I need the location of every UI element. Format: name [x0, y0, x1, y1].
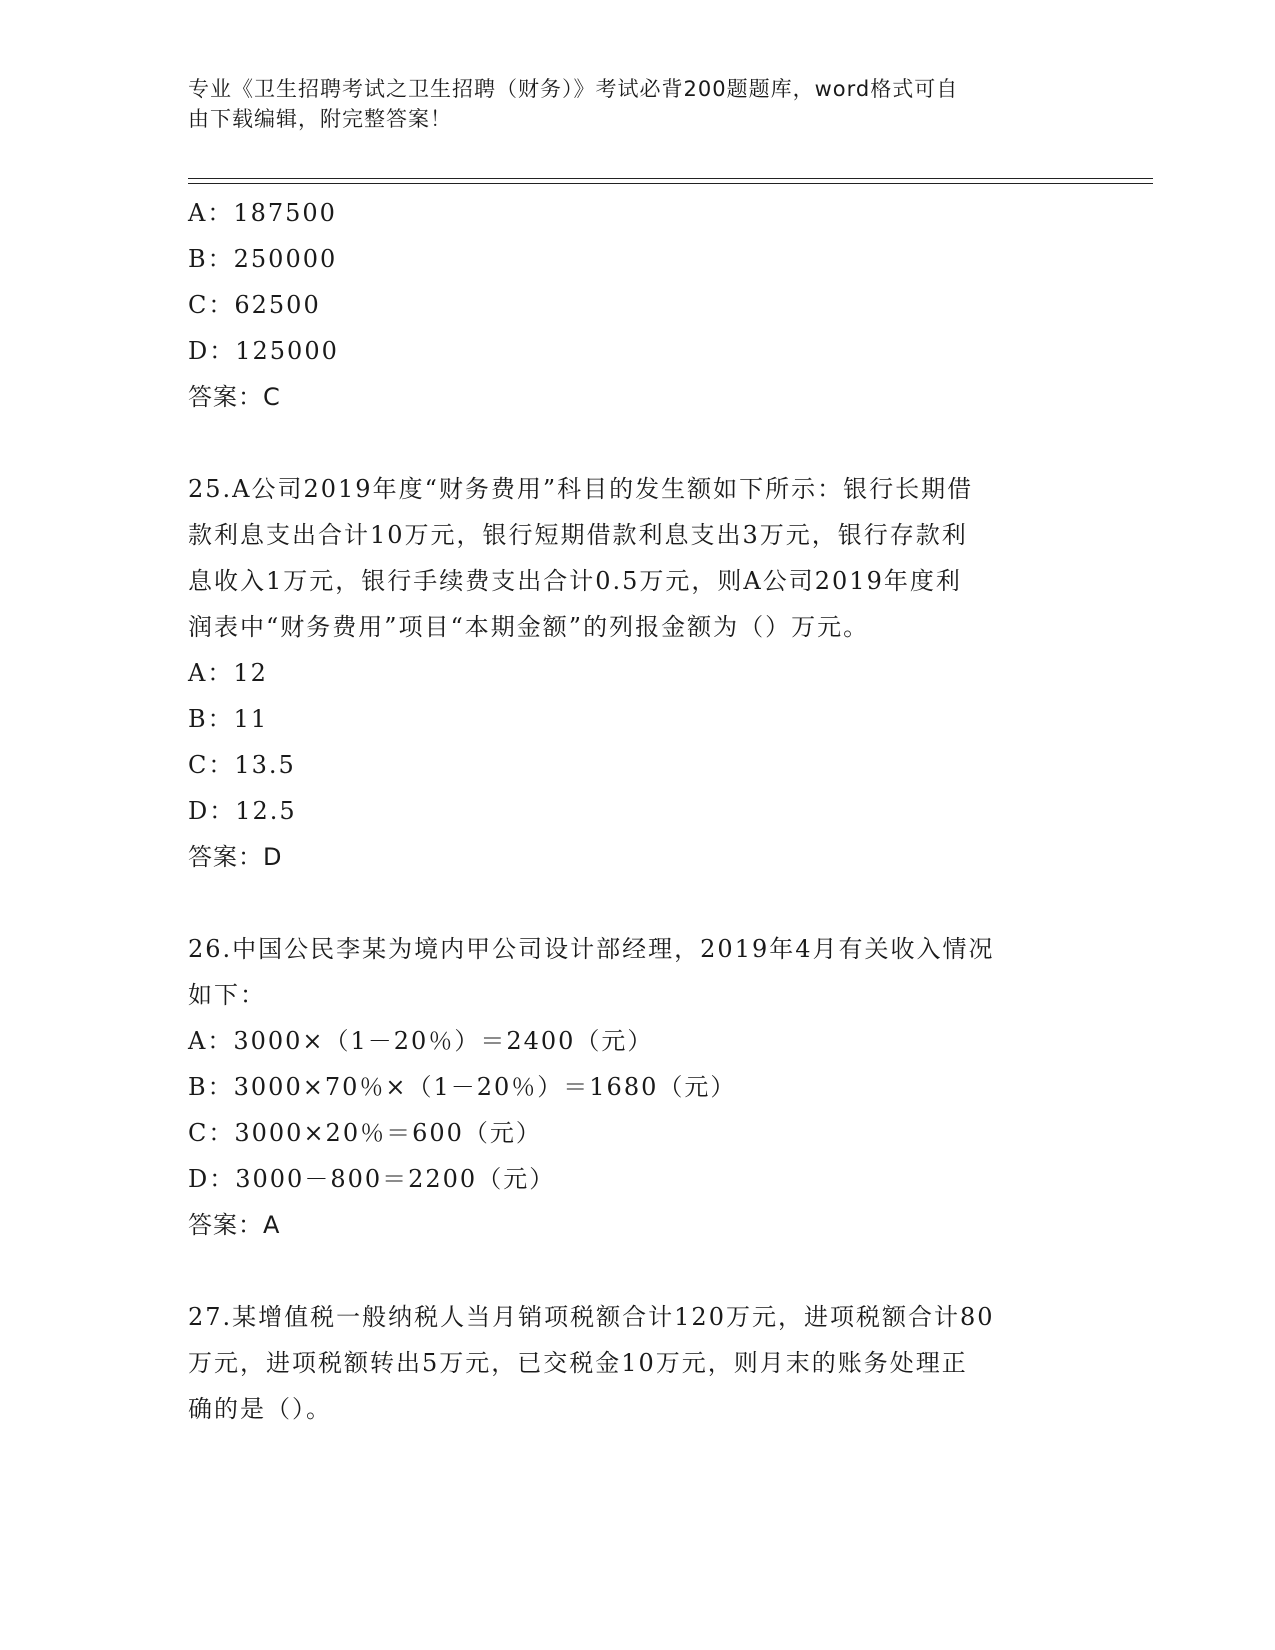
option-d: D：12.5 — [188, 797, 297, 825]
option-a: A：187500 — [188, 199, 337, 227]
option-d: D：125000 — [188, 337, 339, 365]
option-a: A：3000×（1－20％）＝2400（元） — [188, 1027, 654, 1055]
question-text-line: 确的是（）。 — [188, 1395, 332, 1423]
option-c: C：13.5 — [188, 751, 296, 779]
option-b: B：3000×70％×（1－20％）＝1680（元） — [188, 1073, 737, 1101]
question-text-line: 万元，进项税额转出5万元，已交税金10万元，则月末的账务处理正 — [188, 1349, 968, 1377]
document-body — [188, 190, 1088, 1432]
option-b: B：250000 — [188, 245, 338, 273]
header-divider-bottom — [188, 183, 1153, 184]
question-text-line: 润表中“财务费用”项目“本期金额”的列报金额为（）万元。 — [188, 613, 870, 641]
header-line-2: 由下载编辑，附完整答案！ — [188, 107, 452, 131]
header-line-1: 专业《卫生招聘考试之卫生招聘（财务）》考试必背200题题库，word格式可自 — [188, 77, 959, 101]
question-24 — [188, 190, 1088, 420]
option-b: B：11 — [188, 705, 269, 733]
question-26 — [188, 926, 1088, 1248]
spacer — [188, 420, 1088, 466]
option-a: A：12 — [188, 659, 268, 687]
option-c: C：62500 — [188, 291, 321, 319]
answer: 答案：C — [188, 383, 281, 411]
header-divider-top — [188, 178, 1153, 179]
option-d: D：3000－800＝2200（元） — [188, 1165, 556, 1193]
question-text-line: 如下： — [188, 981, 266, 1009]
spacer — [188, 1248, 1088, 1294]
question-25 — [188, 466, 1088, 880]
answer: 答案：A — [188, 1211, 281, 1239]
question-27 — [188, 1294, 1088, 1432]
document-header — [188, 74, 1088, 134]
answer: 答案：D — [188, 843, 283, 871]
option-c: C：3000×20％＝600（元） — [188, 1119, 542, 1147]
question-text-line: 27.某增值税一般纳税人当月销项税额合计120万元，进项税额合计80 — [188, 1303, 995, 1331]
question-text-line: 息收入1万元，银行手续费支出合计0.5万元，则A公司2019年度利 — [188, 567, 962, 595]
question-text-line: 26.中国公民李某为境内甲公司设计部经理，2019年4月有关收入情况 — [188, 935, 995, 963]
spacer — [188, 880, 1088, 926]
question-text-line: 25.A公司2019年度“财务费用”科目的发生额如下所示：银行长期借 — [188, 475, 974, 503]
question-text-line: 款利息支出合计10万元，银行短期借款利息支出3万元，银行存款利 — [188, 521, 968, 549]
